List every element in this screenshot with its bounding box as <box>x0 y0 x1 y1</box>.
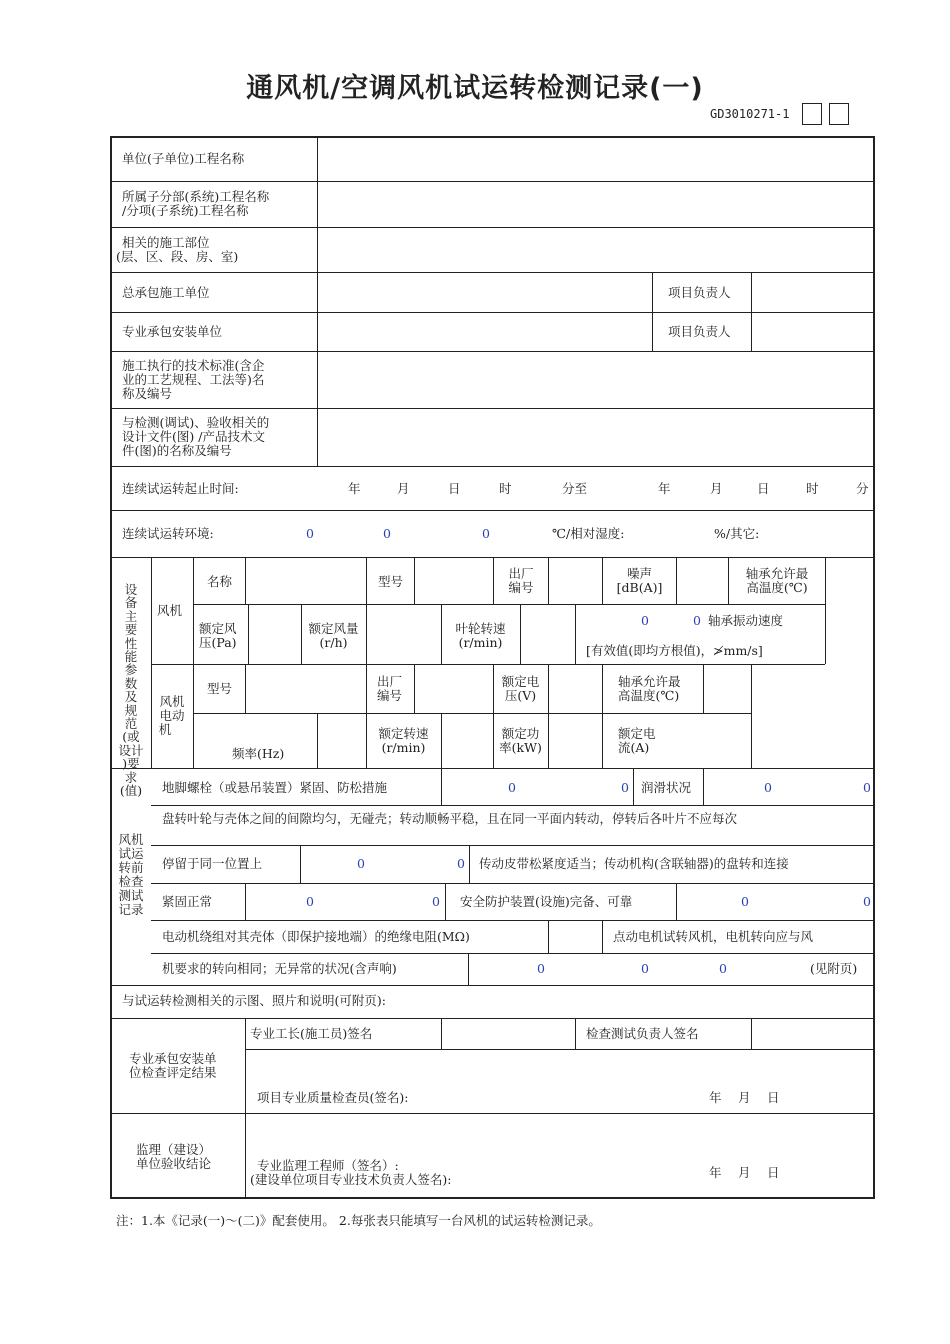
label-impeller-1: 叶轮转速 <box>455 621 506 636</box>
label-impeller-check: 盘转叶轮与壳体之间的间隙均匀，无碰壳；转动顺畅平稳，且在同一平面内转动，停转后各叶片不应每次 <box>162 811 738 826</box>
lube-value-1: 0 <box>764 780 772 795</box>
check-group-label-line: 记录 <box>118 902 144 917</box>
label-inspector-sign: 项目专业质量检查员(签名): <box>257 1090 409 1105</box>
stop-value-2: 0 <box>457 856 465 871</box>
label-belt-check: 传动皮带松紧度适当；传动机构(含联轴器)的盘转和连接 <box>479 856 789 871</box>
label-serial-2: 编号 <box>508 580 534 595</box>
check-group-label-line: 试运 <box>118 846 144 861</box>
label-subdivision-1: 所属子分部(系统)工程名称 <box>122 189 270 204</box>
label-location-1: 相关的施工部位 <box>122 235 210 250</box>
label-direction: 机要求的转向相同；无异常的状况(含声响) <box>162 961 397 976</box>
label-engineer-sign: 专业监理工程师（签名）: <box>257 1158 399 1173</box>
check-group-label-line: 测试 <box>118 888 144 903</box>
time-min-2: 分 <box>856 481 869 496</box>
form-code: GD3010271-1 <box>710 107 790 121</box>
safety-value-1: 0 <box>741 894 749 909</box>
label-design-2: 设计文件(图) /产品技术文 <box>122 429 265 444</box>
label-impeller-2: (r/min) <box>458 635 503 650</box>
eval-date-day: 日 <box>767 1090 780 1105</box>
label-safety: 安全防护装置(设施)完备、可靠 <box>460 894 633 909</box>
label-motor-frequency: 频率(Hz) <box>232 746 285 761</box>
label-motor-2: 电动 <box>159 708 185 723</box>
spec-group-label-line: 性 <box>124 635 138 651</box>
label-motor-speed-1: 额定转速 <box>378 726 429 741</box>
spec-group-label-line: 范 <box>124 716 138 732</box>
label-noise-1: 噪声 <box>626 566 652 581</box>
footnote: 注：1.本《记录(一)～(二)》配套使用。 2.每张表只能填写一台风机的试运转检测记录。 <box>116 1213 601 1228</box>
time-day-2: 日 <box>757 481 770 496</box>
time-min-to: 分至 <box>562 481 588 496</box>
fasten-value-1: 0 <box>306 894 314 909</box>
label-inching: 点动电机试转风机，电机转向应与风 <box>613 929 814 944</box>
direction-value-3: 0 <box>719 961 727 976</box>
label-project-leader-2: 项目负责人 <box>668 324 731 339</box>
eval-date-year: 年 <box>709 1090 722 1105</box>
label-serial-1: 出厂 <box>508 566 534 581</box>
label-name: 名称 <box>207 574 233 589</box>
spec-group-label-line: 主 <box>124 608 138 624</box>
label-bearing-temp-2: 高温度(℃) <box>746 580 808 595</box>
spec-group-label-line: 规 <box>124 702 138 718</box>
spec-group-label <box>112 583 150 798</box>
check-group-label-line: 检查 <box>118 874 144 889</box>
time-hour-2: 时 <box>806 481 819 496</box>
code-box-1[interactable] <box>802 103 822 125</box>
label-lubrication: 润滑状况 <box>641 780 692 795</box>
label-humidity: ℃/相对湿度: <box>552 526 625 541</box>
label-standard-3: 称及编号 <box>122 386 173 401</box>
label-stop-position: 停留于同一位置上 <box>162 856 263 871</box>
label-motor-3: 机 <box>158 722 172 737</box>
label-owner-sign: (建设单位项目专业技术负责人签名): <box>250 1172 452 1187</box>
spec-group-label-line: 及 <box>124 689 138 705</box>
label-special-contractor: 专业承包安装单位 <box>122 324 223 339</box>
label-motor-voltage-1: 额定电 <box>501 674 540 689</box>
supervise-date-year: 年 <box>709 1165 722 1180</box>
label-motor-serial-1: 出厂 <box>377 674 403 689</box>
page-title: 通风机/空调风机试运转检测记录(一) <box>246 73 704 104</box>
label-fan: 风机 <box>157 603 183 618</box>
stop-value-1: 0 <box>357 856 365 871</box>
time-hour: 时 <box>499 481 512 496</box>
safety-value-2: 0 <box>863 894 871 909</box>
label-model: 型号 <box>378 574 404 589</box>
label-general-contractor: 总承包施工单位 <box>122 285 210 300</box>
label-motor-model: 型号 <box>207 681 233 696</box>
lube-value-2: 0 <box>863 780 871 795</box>
direction-value-1: 0 <box>537 961 545 976</box>
label-eval-2: 位检查评定结果 <box>129 1065 217 1080</box>
env-value-3: 0 <box>482 526 490 541</box>
direction-value-2: 0 <box>641 961 649 976</box>
spec-group-label-line: 数 <box>124 675 138 691</box>
anchor-value-2: 0 <box>621 780 629 795</box>
label-bearing-temp-1: 轴承允许最 <box>745 566 809 581</box>
label-anchor: 地脚螺栓（或悬吊装置）紧固、防松措施 <box>162 780 388 795</box>
label-airflow-2: (r/h) <box>319 635 348 650</box>
spec-group-label-line: 参 <box>124 662 138 678</box>
check-group-label <box>112 833 150 917</box>
label-motor-serial-2: 编号 <box>377 688 403 703</box>
label-pressure-1: 额定风 <box>199 621 237 636</box>
label-standard-1: 施工执行的技术标准(含企 <box>122 358 265 373</box>
anchor-value-1: 0 <box>508 780 516 795</box>
spec-group-label-line: 能 <box>124 649 138 665</box>
label-fasten: 紧固正常 <box>162 894 213 909</box>
time-day: 日 <box>448 481 461 496</box>
label-foreman-sign: 专业工长(施工员)签名 <box>250 1026 373 1041</box>
spec-group-label-line: 求 <box>124 769 138 785</box>
label-standard-2: 业的工艺规程、工法等)名 <box>122 372 265 387</box>
label-run-time: 连续试运转起止时间: <box>122 481 239 496</box>
supervise-date-day: 日 <box>767 1165 780 1180</box>
spec-group-label-line: (值) <box>119 783 143 799</box>
label-motor-speed-2: (r/min) <box>381 740 426 755</box>
label-other: %/其它: <box>714 526 760 541</box>
vibration-value-2: 0 <box>693 613 701 628</box>
label-vibration-unit: [有效值(即均方根值)，≯mm/s] <box>586 643 763 658</box>
spec-group-label-line: (或 <box>122 729 140 745</box>
spec-group-label-line: 备 <box>124 595 138 611</box>
check-group-label-line: 风机 <box>118 832 144 847</box>
time-year-2: 年 <box>658 481 671 496</box>
label-motor-1: 风机 <box>159 694 185 709</box>
label-motor-voltage-2: 压(V) <box>504 688 537 703</box>
label-insulation: 电动机绕组对其壳体（即保护接地端）的绝缘电阻(MΩ) <box>162 929 470 944</box>
label-supervise-2: 单位验收结论 <box>136 1156 212 1171</box>
code-box-2[interactable] <box>829 103 849 125</box>
check-group-label-line: 转前 <box>118 860 144 875</box>
spec-group-label-line: 设 <box>124 582 138 597</box>
fasten-value-2: 0 <box>432 894 440 909</box>
time-month: 月 <box>397 481 410 496</box>
time-month-2: 月 <box>710 481 723 496</box>
vibration-value-1: 0 <box>641 613 649 628</box>
label-see-next: (见附页) <box>810 961 858 976</box>
label-airflow-1: 额定风量 <box>308 621 359 636</box>
supervise-date-month: 月 <box>738 1165 751 1180</box>
label-eval-1: 专业承包安装单 <box>129 1051 217 1066</box>
eval-date-month: 月 <box>738 1090 751 1105</box>
label-project-leader: 项目负责人 <box>668 285 731 300</box>
label-subdivision-2: /分项(子系统)工程名称 <box>122 203 249 218</box>
label-pressure-2: 压(Pa) <box>199 635 237 650</box>
label-environment: 连续试运转环境: <box>122 526 214 541</box>
label-vibration: 轴承振动速度 <box>708 613 784 628</box>
label-design-1: 与检测(调试)、验收相关的 <box>122 415 270 430</box>
label-tester-sign: 检查测试负责人签名 <box>586 1026 699 1041</box>
time-year: 年 <box>348 481 361 496</box>
label-motor-temp-1: 轴承允许最 <box>618 674 681 689</box>
label-noise-2: [dB(A)] <box>616 580 663 595</box>
label-motor-power-2: 率(kW) <box>499 740 542 755</box>
label-supervise-1: 监理（建设） <box>136 1142 212 1157</box>
spec-group-label-line: )要 <box>122 756 140 772</box>
spec-group-label-line: 要 <box>124 622 138 638</box>
spec-group-label-line: 设计 <box>118 742 144 758</box>
label-diagram: 与试运转检测相关的示图、照片和说明(可附页): <box>122 993 386 1008</box>
label-motor-current-1: 额定电 <box>618 726 656 741</box>
label-unit-name: 单位(子单位)工程名称 <box>122 151 245 166</box>
env-value-2: 0 <box>383 526 391 541</box>
env-value-1: 0 <box>306 526 314 541</box>
label-design-3: 件(图)的名称及编号 <box>122 443 232 458</box>
label-motor-temp-2: 高温度(℃) <box>618 688 680 703</box>
label-motor-power-1: 额定功 <box>501 726 540 741</box>
label-motor-current-2: 流(A) <box>618 740 650 755</box>
label-location-2: (层、区、段、房、室) <box>116 249 239 264</box>
